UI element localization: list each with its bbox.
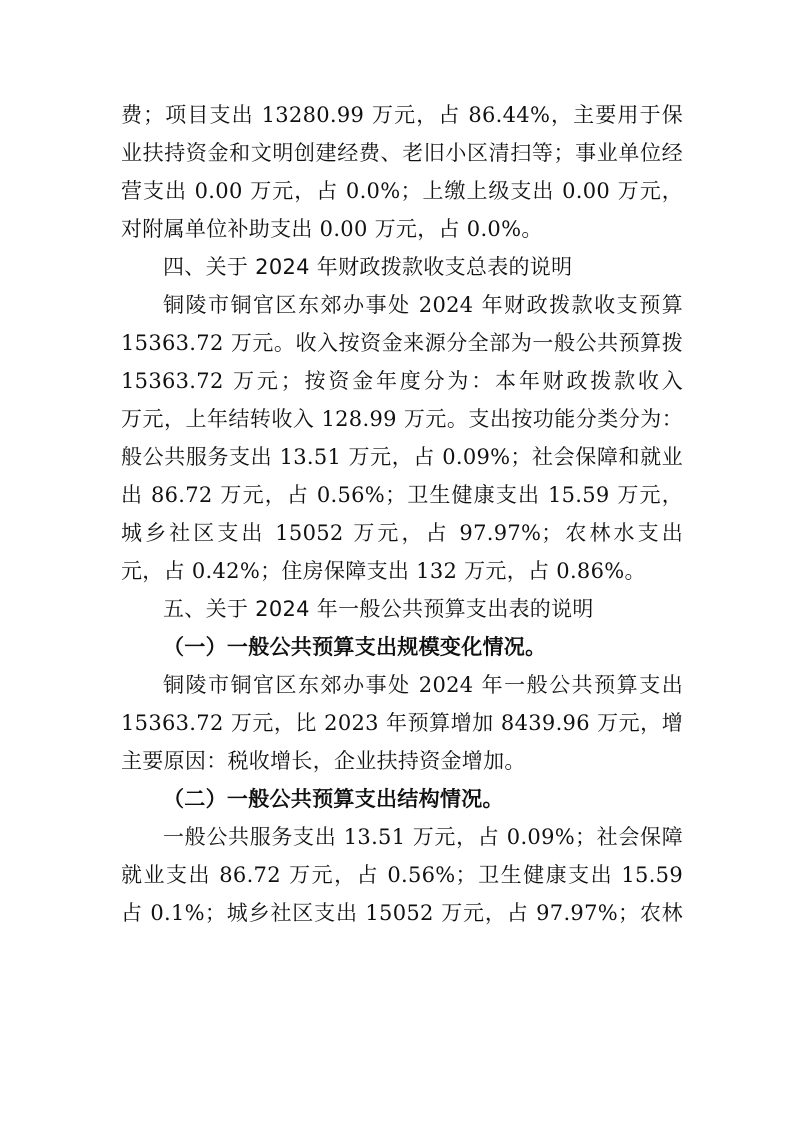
paragraph-line: 元，占 0.42%；住房保障支出 132 万元，占 0.86%。 [121,559,646,583]
paragraph-line: 出 86.72 万元，占 0.56%；卫生健康支出 15.59 万元， [121,483,683,507]
paragraph-line: 城乡社区支出 15052 万元，占 97.97%；农林水支出 [121,521,683,545]
paragraph-line: 业扶持资金和文明创建经费、老旧小区清扫等；事业单位经 [121,141,683,165]
paragraph-line: 般公共服务支出 13.51 万元，占 0.09%；社会保障和就业 [121,445,683,469]
paragraph-line: 占 0.1%；城乡社区支出 15052 万元，占 97.97%；农林 [121,901,683,925]
section-heading-4: 四、关于 2024 年财政拨款收支总表的说明 [163,255,573,279]
paragraph-line: 15363.72 万元，比 2023 年预算增加 8439.96 万元，增 [121,711,683,735]
paragraph-line: 就业支出 86.72 万元，占 0.56%；卫生健康支出 15.59 [121,863,683,887]
document-page [121,96,683,932]
paragraph-line: 15363.72 万元。收入按资金来源分全部为一般公共预算拨 [121,331,683,355]
paragraph-line: 对附属单位补助支出 0.00 万元，占 0.0%。 [121,217,543,241]
paragraph-line: 营支出 0.00 万元，占 0.0%；上缴上级支出 0.00 万元， [121,179,683,203]
subsection-heading-2: （二）一般公共预算支出结构情况。 [163,787,504,811]
section-heading-5: 五、关于 2024 年一般公共预算支出表的说明 [163,597,594,621]
paragraph-line: 15363.72 万元；按资金年度分为：本年财政拨款收入 [121,369,683,393]
paragraph-line: 主要原因：税收增长，企业扶持资金增加。 [121,749,526,773]
paragraph-line: 万元，上年结转收入 128.99 万元。支出按功能分类分为： [121,407,683,431]
subsection-heading-1: （一）一般公共预算支出规模变化情况。 [163,635,547,659]
paragraph-line: 铜陵市铜官区东郊办事处 2024 年一般公共预算支出 [163,673,683,697]
paragraph-line: 铜陵市铜官区东郊办事处 2024 年财政拨款收支预算 [163,293,683,317]
paragraph-line: 一般公共服务支出 13.51 万元，占 0.09%；社会保障 [163,825,683,849]
paragraph-line: 费；项目支出 13280.99 万元，占 86.44%，主要用于保 [121,103,683,127]
